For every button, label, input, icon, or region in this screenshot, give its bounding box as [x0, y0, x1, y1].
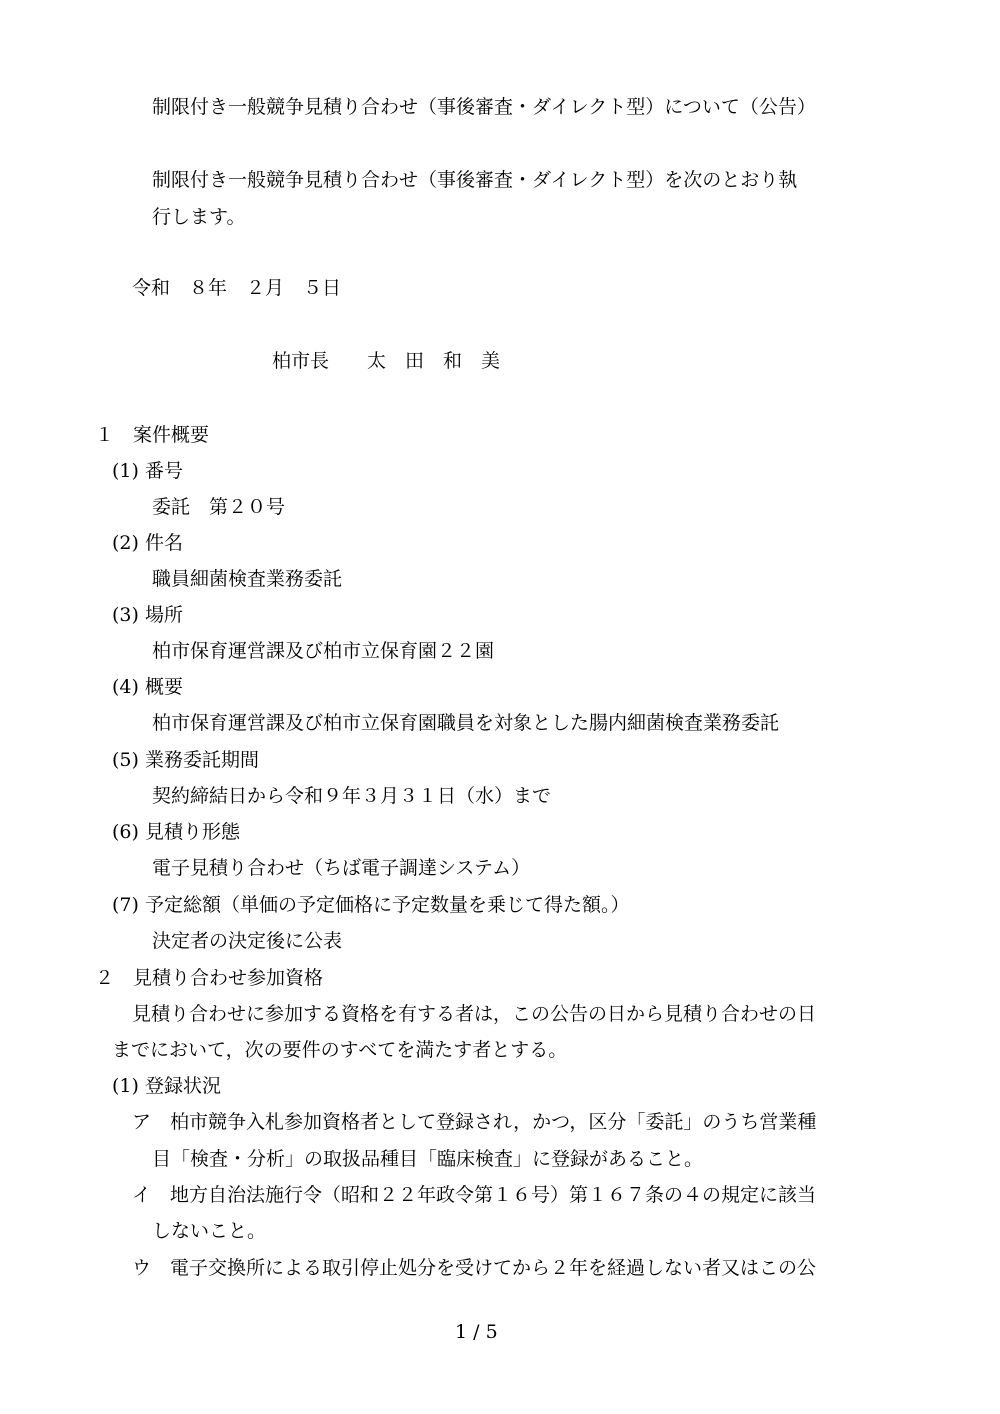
item-6-label: (6) 見積り形態: [112, 821, 240, 843]
item-i-line-1: イ 地方自治法施行令（昭和２２年政令第１６号）第１６７条の４の規定に該当: [132, 1184, 817, 1206]
item-1-label: (1) 番号: [112, 460, 183, 482]
item-1-value: 委託 第２０号: [152, 496, 286, 518]
item-a-line-2: 目「検査・分析」の取扱品種目「臨床検査」に登録があること。: [152, 1148, 704, 1170]
item-3-value: 柏市保育運営課及び柏市立保育園２２園: [152, 640, 495, 662]
intro-line-2: 行します。: [152, 206, 246, 228]
issuer-name: 柏市長 太 田 和 美: [272, 350, 501, 372]
item-2-value: 職員細菌検査業務委託: [152, 568, 343, 590]
section-2-intro-line-1: 見積り合わせに参加する資格を有する者は，この公告の日から見積り合わせの日: [132, 1003, 817, 1025]
intro-line-1: 制限付き一般競争見積り合わせ（事後審査・ダイレクト型）を次のとおり執: [152, 169, 798, 191]
section-2-heading: ２ 見積り合わせ参加資格: [95, 967, 324, 989]
item-5-label: (5) 業務委託期間: [112, 749, 259, 771]
section-2-intro-line-2: までにおいて，次の要件のすべてを満たす者とする。: [112, 1039, 568, 1061]
item-5-value: 契約締結日から令和９年３月３１日（水）まで: [152, 785, 552, 807]
item-4-label: (4) 概要: [112, 676, 183, 698]
item-u-line-1: ウ 電子交換所による取引停止処分を受けてから２年を経過しない者又はこの公: [132, 1257, 817, 1279]
item-a-line-1: ア 柏市競争入札参加資格者として登録され，かつ，区分「委託」のうち営業種: [132, 1111, 817, 1133]
item-6-value: 電子見積り合わせ（ちば電子調達システム）: [152, 857, 531, 879]
item-i-line-2: しないこと。: [152, 1220, 267, 1242]
item-2-label: (2) 件名: [112, 532, 183, 554]
section-2-sub-1-label: (1) 登録状況: [112, 1075, 221, 1097]
item-7-value: 決定者の決定後に公表: [152, 930, 343, 952]
item-3-label: (3) 場所: [112, 604, 183, 626]
document-title: 制限付き一般競争見積り合わせ（事後審査・ダイレクト型）について（公告）: [152, 96, 816, 118]
item-7-label: (7) 予定総額（単価の予定価格に予定数量を乗じて得た額。）: [112, 894, 630, 916]
item-4-value: 柏市保育運営課及び柏市立保育園職員を対象とした腸内細菌検査業務委託: [152, 712, 780, 734]
section-1-heading: １ 案件概要: [95, 424, 210, 446]
notice-date: 令和 ８年 ２月 ５日: [132, 277, 342, 299]
page-number: 1 / 5: [455, 1321, 498, 1343]
